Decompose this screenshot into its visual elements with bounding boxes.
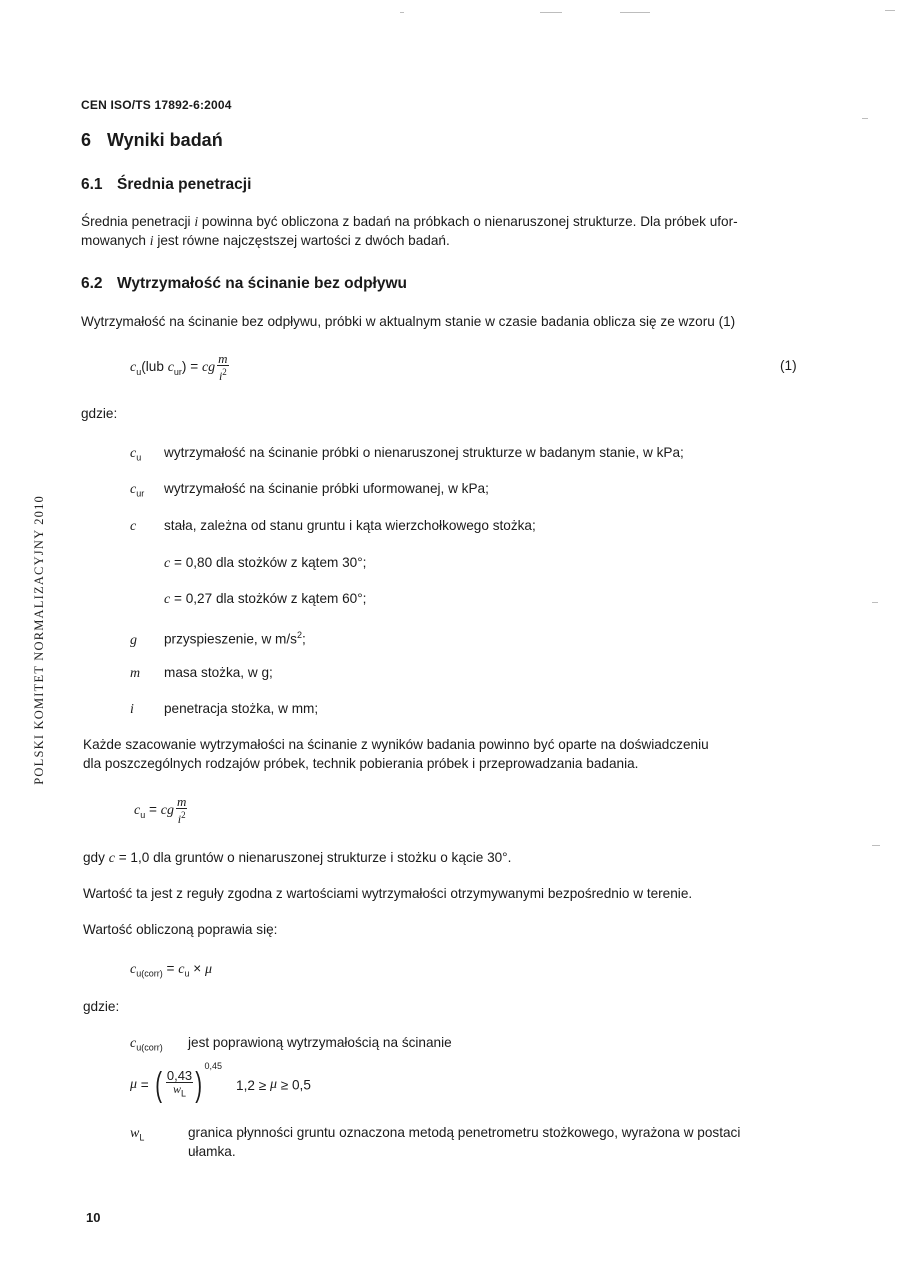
section-6-heading	[81, 130, 223, 151]
definition-cu-corr: $c_{u(corr)}$ jest poprawioną wytrzymałością na ścinanie	[130, 1035, 452, 1053]
field-value-note: Wartość ta jest z reguły zgodna z wartościami wytrzymałości otrzymywanymi bezpośrednio w terenie.	[83, 886, 693, 901]
scan-speck	[862, 118, 868, 119]
equation-1: $c_u(lub$ $c_{ur}$) = cg $\frac{m}{i^2}$	[130, 351, 228, 383]
equation-2: $c_u$ = cg $\frac{m}{i^2}$	[134, 794, 187, 826]
sidebar-watermark	[33, 470, 45, 810]
page-number: 10	[86, 1210, 101, 1225]
section-title: Wytrzymałość na ścinanie bez odpływu	[117, 275, 407, 292]
definition-cur: $c_{ur}$ wytrzymałość na ścinanie próbki uformowanej, w kPa;	[130, 481, 489, 499]
section-6-1-paragraph: Średnia penetracji i powinna być obliczona z badań na próbkach o nienaruszonej strukturze. Dla próbek ufor- mowanych i jest równe najczęstszej wartości z dwóch badań.	[81, 214, 738, 248]
where-label: gdzie:	[81, 406, 118, 421]
scan-speck	[872, 602, 878, 603]
section-number: 6.1	[81, 176, 103, 193]
definition-m: m masa stożka, w g;	[130, 665, 273, 681]
scan-speck	[620, 12, 650, 13]
scan-speck	[400, 12, 404, 13]
fraction: $\frac{m}{i^2}$	[176, 794, 187, 826]
section-title: Średnia penetracji	[117, 176, 252, 193]
section-6-2-intro: Wytrzymałość na ścinanie bez odpływu, próbki w aktualnym stanie w czasie badania oblicza się ze wzoru (1)	[81, 314, 736, 329]
condition-note: gdy c = 1,0 dla gruntów o nienaruszonej strukturze i stożku o kącie 30°.	[83, 850, 512, 866]
section-6-1-heading	[81, 176, 251, 194]
definition-c: c stała, zależna od stanu gruntu i kąta wierzchołkowego stożka;	[130, 518, 536, 534]
scan-speck	[540, 12, 562, 13]
definition-g: g przyspieszenie, w $m/s^2$;	[130, 630, 306, 648]
definition-wl: $w_L$ granica płynności gruntu oznaczona metodą penetrometru stożkowego, wyrażona w postaci ułamka.	[130, 1125, 741, 1159]
where-label-2: gdzie:	[83, 999, 120, 1014]
equation-4: μ = ( $\frac{0,43}{w_L}$ ) $^{0,45}$1,2 ≥ μ ≥ 0,5	[130, 1061, 311, 1104]
c-value-30: c = 0,80 dla stożków z kątem 30°;	[164, 555, 367, 571]
section-title: Wyniki badań	[107, 130, 223, 150]
corrected-value-note: Wartość obliczoną poprawia się:	[83, 922, 278, 937]
section-number: 6.2	[81, 275, 103, 292]
section-6-2-heading	[81, 275, 407, 293]
section-number: 6	[81, 130, 92, 150]
document-id: CEN ISO/TS 17892-6:2004	[81, 98, 232, 112]
definition-i: i penetracja stożka, w mm;	[130, 701, 319, 717]
scan-speck	[885, 10, 895, 11]
fraction: $\frac{m}{i^2}$	[218, 351, 228, 383]
definition-cu: $c_u$ wytrzymałość na ścinanie próbki o nienaruszonej strukturze w badanym stanie, w kPa;	[130, 445, 684, 463]
fraction: $\frac{0,43}{w_L}$	[166, 1068, 193, 1099]
scan-speck	[872, 845, 880, 846]
equation-1-label: (1)	[780, 358, 797, 373]
equation-3: $c_{u(corr)} = c_u \times \mu$	[130, 961, 212, 979]
c-value-60: c = 0,27 dla stożków z kątem 60°;	[164, 591, 367, 607]
sidebar-text: POLSKI KOMITET NORMALIZACYJNY 2010	[31, 495, 46, 785]
estimation-paragraph: Każde szacowanie wytrzymałości na ścinanie z wyników badania powinno być oparte na doświadczeniu dla poszczególnych rodzajów próbek, technik pobierania próbek i przeprowadzania badania.	[83, 737, 709, 771]
